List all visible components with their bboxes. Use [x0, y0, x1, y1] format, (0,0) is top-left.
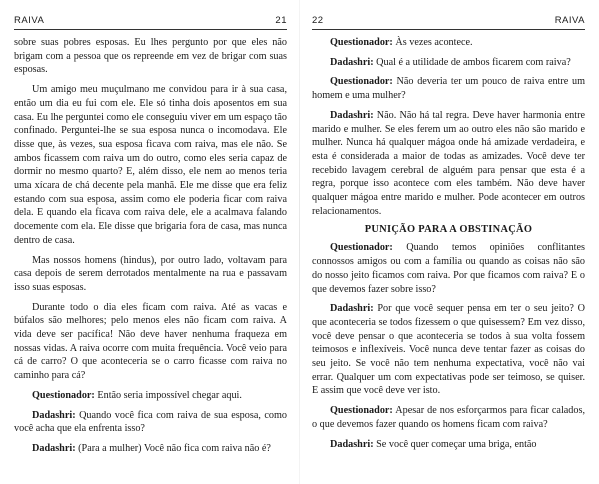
page-number: 21	[275, 15, 287, 26]
speaker-label: Dadashri:	[330, 109, 374, 121]
dialogue-paragraph	[14, 409, 287, 436]
running-head-title: RAIVA	[554, 15, 585, 26]
paragraph-text: Qual é a utilidade de ambos ficarem com raiva?	[376, 56, 571, 68]
speaker-label: Dadashri:	[32, 442, 76, 454]
running-head	[312, 14, 585, 30]
paragraph-text: Por que você sequer pensa em ter o seu jeito? O que aconteceria se todos fizessem o que quisessem? Em vez disso, você deve pensar o que aconteceria se todos à sua volta fossem teimosos e inflexíveis. Você nunca deve tentar fazer as coisas do seu jeito. Se você não tem nenhuma expectativa, você não vai errar. Qualquer um com expectativas pode ser teimoso, se quiser. E assim que você deve ver isto.	[312, 303, 585, 397]
body-paragraph	[14, 301, 287, 383]
dialogue-paragraph	[312, 75, 585, 102]
paragraph-text: Quando temos opiniões conflitantes connossos amigos ou com a família ou quando as coisas não são do nosso jeito ficamos com raiva. Por que ficamos com raiva? E o que devemos fazer sobre isso?	[312, 242, 586, 295]
paragraph-text: Apesar de nos esforçarmos para ficar calados, o que devemos fazer quando os homens ficam com raiva?	[312, 405, 586, 430]
left-page-body	[14, 36, 287, 456]
paragraph-text: Durante todo o dia eles ficam com raiva. Até as vacas e búfalos são melhores; pelo menos eles não ficam com raiva. A vida deve ser pacífica! Não deve haver nenhuma fraqueza em nossas vidas. A raiva ocorre com muita frequência. Você veio para cá de carro? O que aconteceria se o carro ficasse com raiva no caminho para cá?	[14, 301, 287, 382]
speaker-label: Questionador:	[330, 405, 393, 417]
speaker-label: Questionador:	[32, 389, 95, 401]
dialogue-paragraph	[14, 442, 287, 456]
dialogue-paragraph	[312, 241, 585, 296]
paragraph-text: Então seria impossível chegar aqui.	[97, 389, 242, 401]
body-paragraph	[14, 36, 287, 77]
dialogue-paragraph	[312, 404, 585, 431]
paragraph-text: Não. Não há tal regra. Deve haver harmonia entre marido e mulher. Se eles ferem um ao outro eles não são marido e mulher. Nunca há qualquer mágoa onde há amizade verdadeira, e esta é considerada a maior de todas as amizades. Você deve ter recebido lavagem cerebral de alguém para pensar que esta é a regra, porque isso acontece com eles também. Não deve haver qualquer mágoa entre marido e mulher. Pode acontecer em outros relacionamentos.	[312, 109, 585, 217]
right-page	[300, 0, 599, 484]
dialogue-paragraph	[312, 36, 585, 50]
dialogue-paragraph	[312, 109, 585, 219]
speaker-label: Questionador:	[330, 242, 393, 254]
body-paragraph	[14, 83, 287, 247]
paragraph-text: (Para a mulher) Você não fica com raiva não é?	[78, 442, 271, 454]
left-page	[0, 0, 299, 484]
paragraph-text: Mas nossos homens (hindus), por outro lado, voltavam para casa depois de serem derrotados mentalmente na rua e passavam isso suas esposas.	[14, 254, 287, 293]
paragraph-text: Quando você fica com raiva de sua esposa, como você acha que ela enfrenta isso?	[14, 409, 287, 435]
page-number: 22	[312, 15, 324, 26]
speaker-label: Questionador:	[330, 76, 393, 88]
speaker-label: Dadashri:	[330, 56, 374, 68]
paragraph-text: sobre suas pobres esposas. Eu lhes pergunto por que eles não brigam com a pessoa que os repreende em vez de brigar com suas esposas.	[14, 37, 287, 76]
paragraph-group	[312, 36, 585, 218]
speaker-label: Dadashri:	[330, 303, 374, 315]
right-page-body	[312, 36, 585, 451]
speaker-label: Dadashri:	[32, 409, 76, 421]
body-paragraph	[14, 254, 287, 295]
paragraph-text: Se você quer começar uma briga, então	[376, 438, 537, 450]
dialogue-paragraph	[312, 56, 585, 70]
section-heading: PUNIÇÃO PARA A OBSTINAÇÃO	[364, 224, 533, 236]
paragraph-text: Um amigo meu muçulmano me convidou para ir à sua casa, então um dia eu fui com ele. Ele só tinha dois aposentos em sua casa. Eu lhe perguntei como ele conseguiu viver em um espaço tão confinado. Perguntei-lhe se sua esposa nunca o incomodava. Ele disse que, às vezes, sua esposa ficava com raiva, mas ele não. Se ambos ficassem com raiva um do outro, como eles seria capaz de dormir no mesmo quarto? E, além disso, ele nem ao menos teria uma xícara de chá decente pela manhã. Ele me disse que era feliz estando com sua esposa, assim como ele poderia ficar com raiva dela. E quando ela ficava com raiva dele, ele a acalmava falando docemente com ela. Ele disse que brigaria fora de casa, mas nunca dentro de casa.	[14, 84, 287, 246]
paragraph-group	[312, 241, 585, 451]
running-head-title: RAIVA	[14, 15, 45, 26]
paragraph-text: Às vezes acontece.	[395, 37, 473, 48]
dialogue-paragraph	[312, 302, 585, 398]
running-head	[14, 14, 287, 30]
dialogue-paragraph	[14, 389, 287, 403]
speaker-label: Questionador:	[330, 37, 393, 48]
speaker-label: Dadashri:	[330, 438, 374, 450]
dialogue-paragraph	[312, 438, 585, 452]
paragraph-text: Não deveria ter um pouco de raiva entre um homem e uma mulher?	[312, 76, 586, 102]
